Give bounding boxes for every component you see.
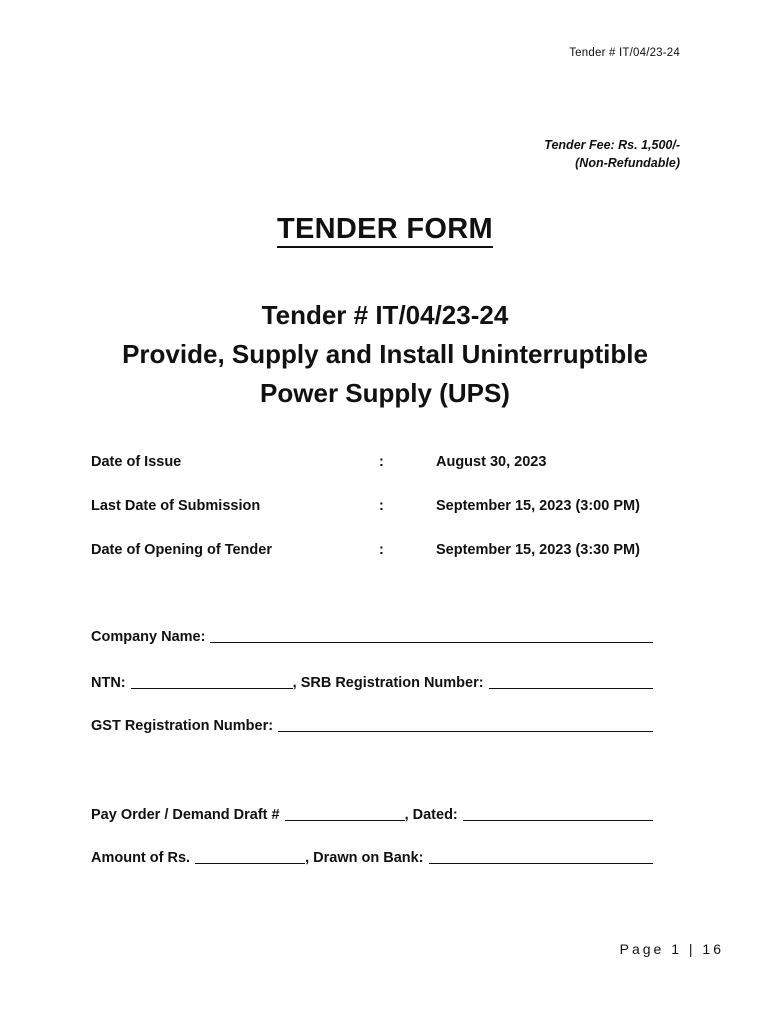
date-value: September 15, 2023 (3:30 PM) [436, 542, 640, 558]
amount-label: Amount of Rs. [91, 850, 191, 866]
dated-blank[interactable] [463, 806, 653, 821]
bank-blank[interactable] [429, 849, 653, 864]
date-colon: : [379, 498, 384, 514]
ntn-label: NTN: [91, 675, 126, 691]
tender-fee-note: (Non-Refundable) [575, 156, 680, 170]
form-title [0, 213, 770, 246]
dates-table [91, 454, 691, 586]
date-label: Date of Opening of Tender [91, 542, 272, 558]
company-name-blank[interactable] [210, 628, 653, 643]
date-value: September 15, 2023 (3:00 PM) [436, 498, 640, 514]
amount-blank[interactable] [195, 849, 305, 864]
tender-description-line1: Provide, Supply and Install Uninterruptible [122, 339, 648, 369]
ntn-srb-row [91, 674, 653, 691]
date-label: Date of Issue [91, 454, 182, 470]
date-row-opening [91, 542, 691, 586]
ntn-blank[interactable] [131, 674, 293, 689]
amount-bank-row [91, 849, 653, 866]
date-colon: : [379, 454, 384, 470]
pay-order-row [91, 806, 653, 823]
gst-label: GST Registration Number: [91, 718, 274, 734]
pay-order-blank[interactable] [285, 806, 405, 821]
date-label: Last Date of Submission [91, 498, 261, 514]
tender-fee [544, 136, 680, 172]
form-title-text: TENDER FORM [277, 213, 493, 248]
tender-number: Tender # IT/04/23-24 [261, 300, 509, 330]
gst-blank[interactable] [278, 717, 653, 732]
date-row-issue [91, 454, 691, 498]
page-number: Page 1 | 16 [619, 941, 724, 957]
date-colon: : [379, 542, 384, 558]
tender-subtitle [60, 296, 710, 413]
dated-label: , Dated: [404, 807, 458, 823]
company-name-row [91, 628, 653, 645]
company-name-label: Company Name: [91, 629, 206, 645]
date-value: August 30, 2023 [436, 454, 547, 470]
pay-order-label: Pay Order / Demand Draft # [91, 807, 280, 823]
header-tender-ref: Tender # IT/04/23-24 [569, 47, 680, 59]
srb-blank[interactable] [489, 674, 653, 689]
tender-description-line2: Power Supply (UPS) [260, 378, 510, 408]
bank-label: , Drawn on Bank: [305, 850, 424, 866]
tender-fee-amount: Tender Fee: Rs. 1,500/- [544, 138, 680, 152]
srb-label: , SRB Registration Number: [292, 675, 484, 691]
gst-row [91, 717, 653, 734]
date-row-submission [91, 498, 691, 542]
